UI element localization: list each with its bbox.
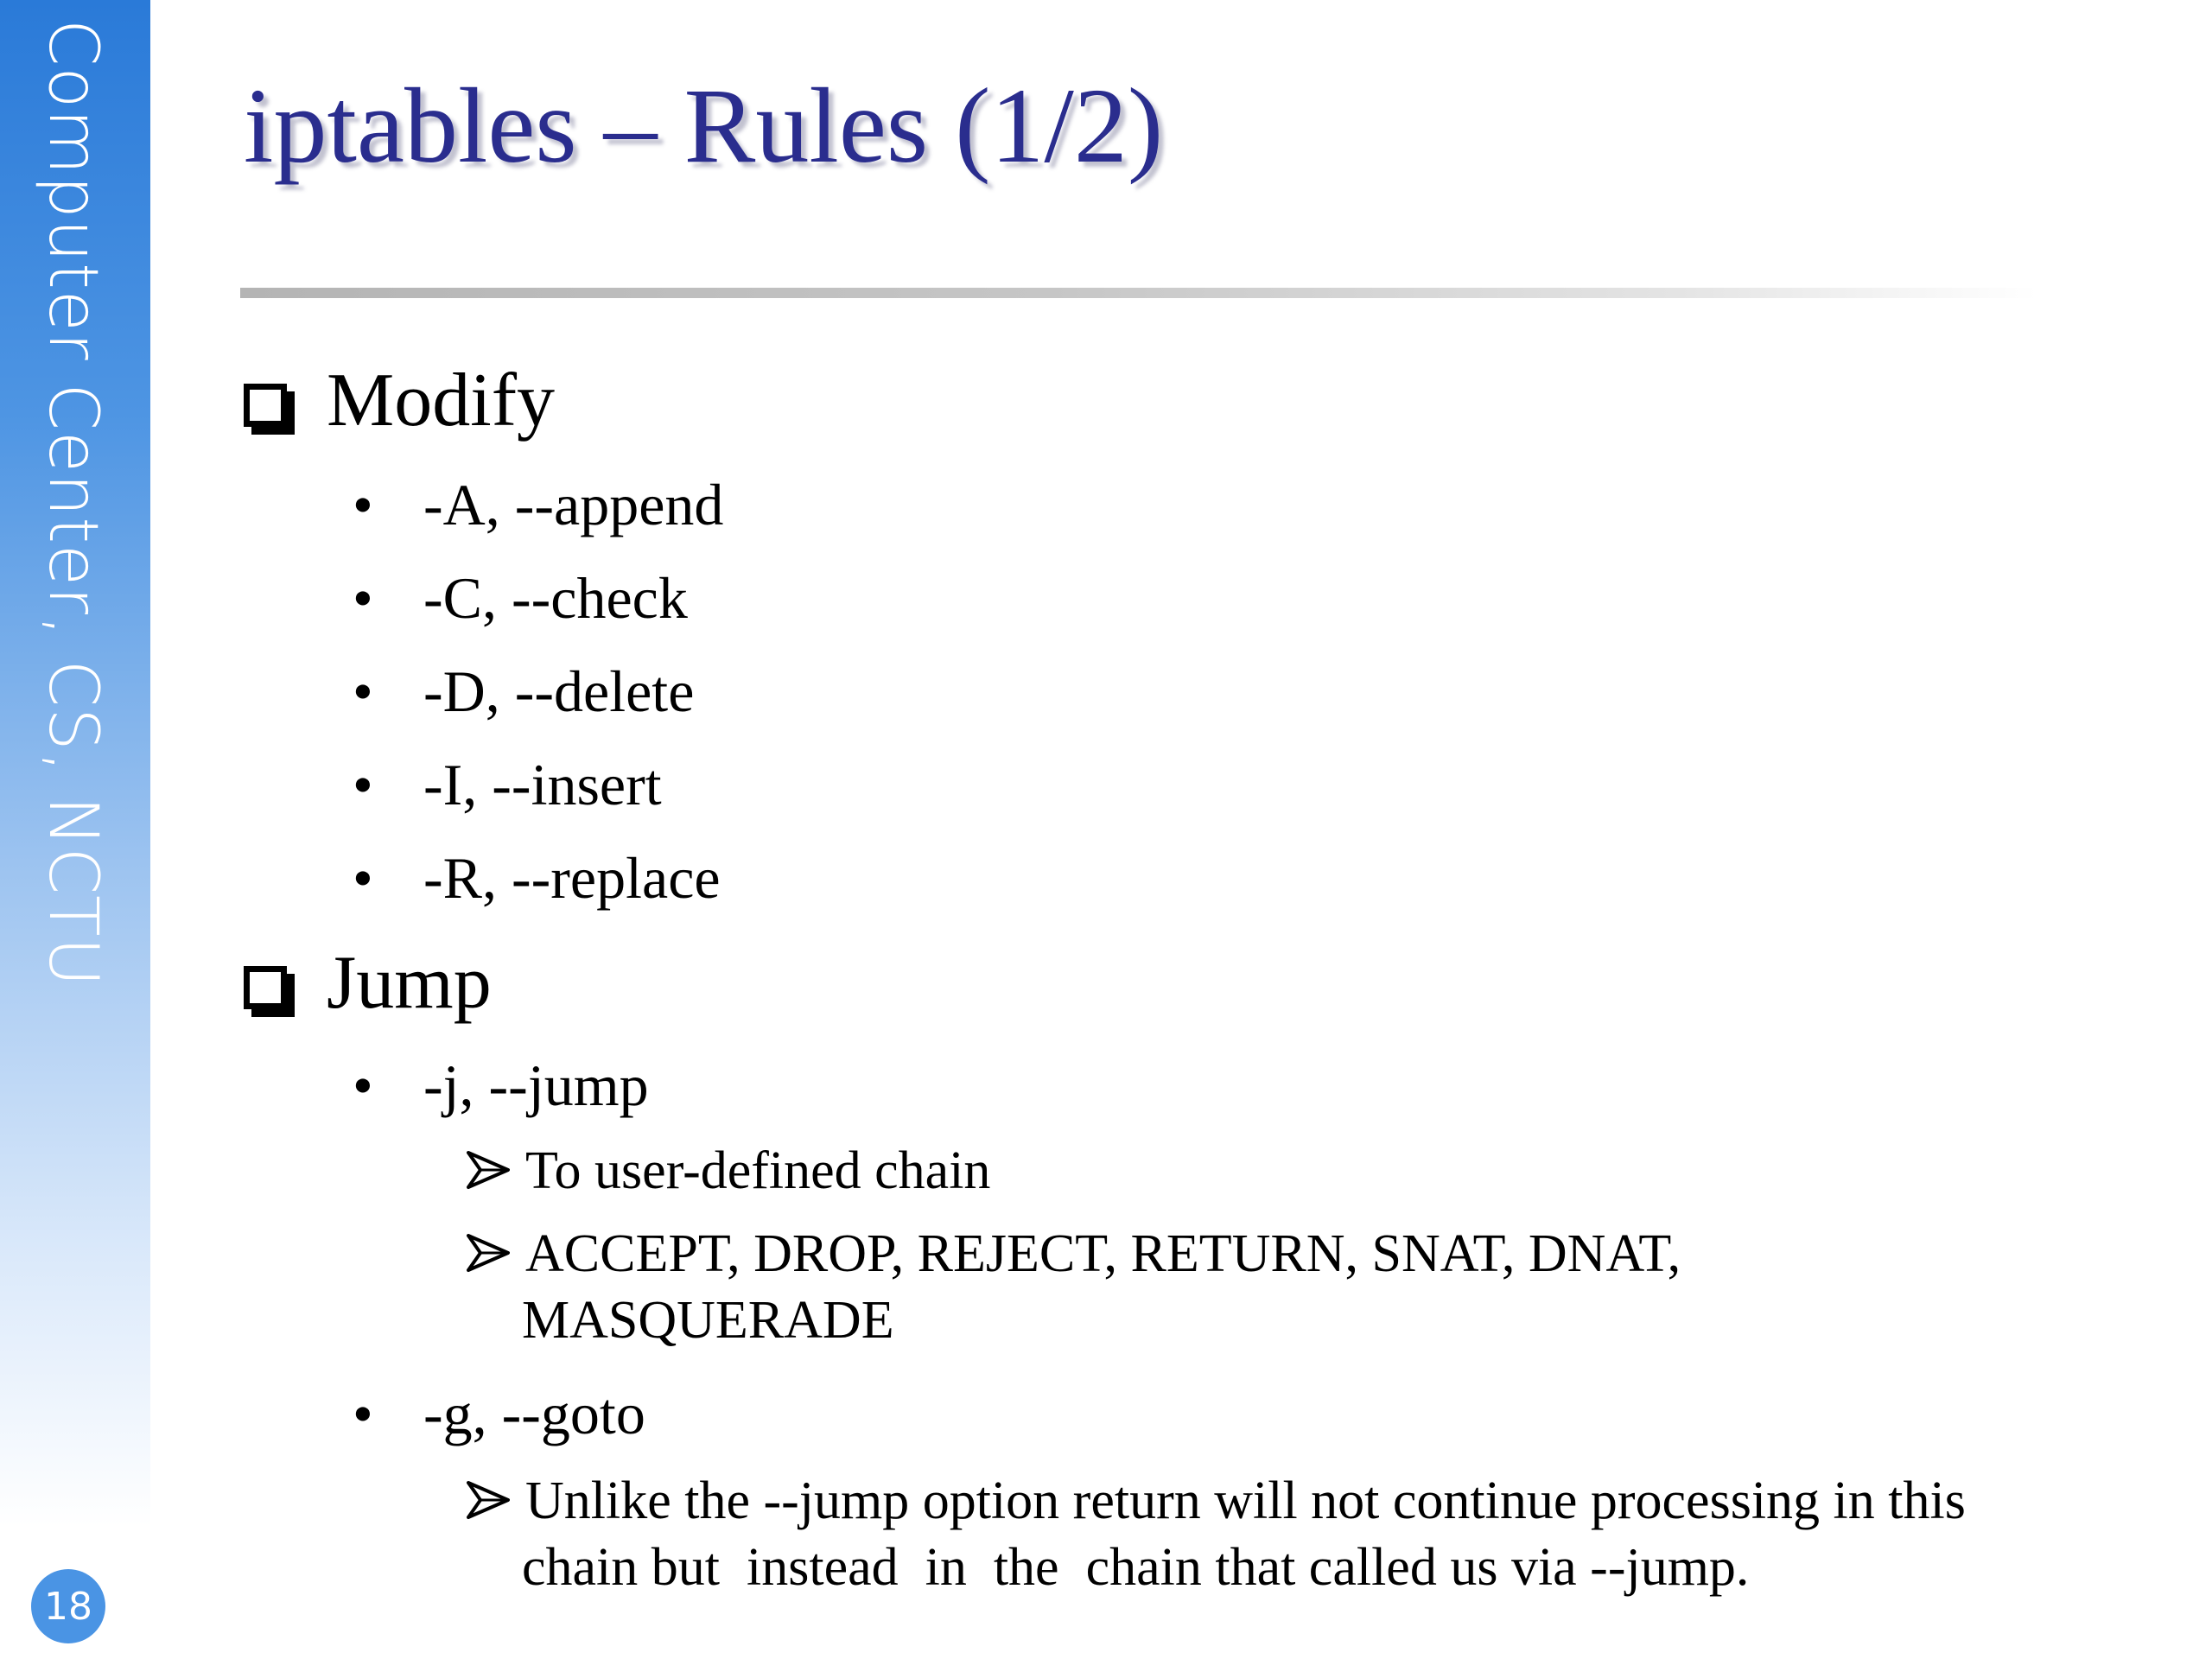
list-item: • -D, --delete	[353, 658, 695, 724]
sidebar-label: Computer Center, CS, NCTU	[34, 19, 111, 988]
list-item: • -j, --jump	[353, 1052, 649, 1118]
sub-list-item: ACCEPT, DROP, REJECT, RETURN, SNAT, DNAT,	[467, 1227, 1681, 1281]
list-item: • -A, --append	[353, 472, 724, 537]
sub-list-item: Unlike the --jump option return will not continue processing in this	[467, 1474, 1966, 1528]
section-heading-modify: Modify	[244, 363, 555, 439]
bullet-icon: •	[353, 565, 373, 631]
list-item: • -g, --goto	[353, 1381, 645, 1446]
bullet-icon: •	[353, 472, 373, 537]
bullet-icon: •	[353, 752, 373, 817]
sub-list-item-continuation: MASQUERADE	[522, 1291, 894, 1350]
list-item: • -I, --insert	[353, 752, 662, 817]
arrow-bullet-icon	[467, 1150, 510, 1190]
title-divider	[240, 288, 2037, 298]
checkbox-bullet-icon	[244, 966, 287, 1009]
page-number-badge: 18	[31, 1569, 105, 1643]
bullet-icon: •	[353, 845, 373, 911]
section-heading-jump: Jump	[244, 945, 492, 1021]
arrow-bullet-icon	[467, 1480, 510, 1520]
bullet-icon: •	[353, 658, 373, 724]
list-item: • -R, --replace	[353, 845, 721, 911]
sidebar-banner	[0, 0, 150, 1659]
arrow-bullet-icon	[467, 1233, 510, 1273]
sub-list-item: To user-defined chain	[467, 1144, 990, 1198]
checkbox-bullet-icon	[244, 384, 287, 427]
sub-list-item-continuation: chain but instead in the chain that called us via --jump.	[522, 1538, 1750, 1597]
bullet-icon: •	[353, 1381, 373, 1446]
bullet-icon: •	[353, 1052, 373, 1118]
list-item: • -C, --check	[353, 565, 688, 631]
slide-title: iptables – Rules (1/2)	[244, 67, 1164, 185]
